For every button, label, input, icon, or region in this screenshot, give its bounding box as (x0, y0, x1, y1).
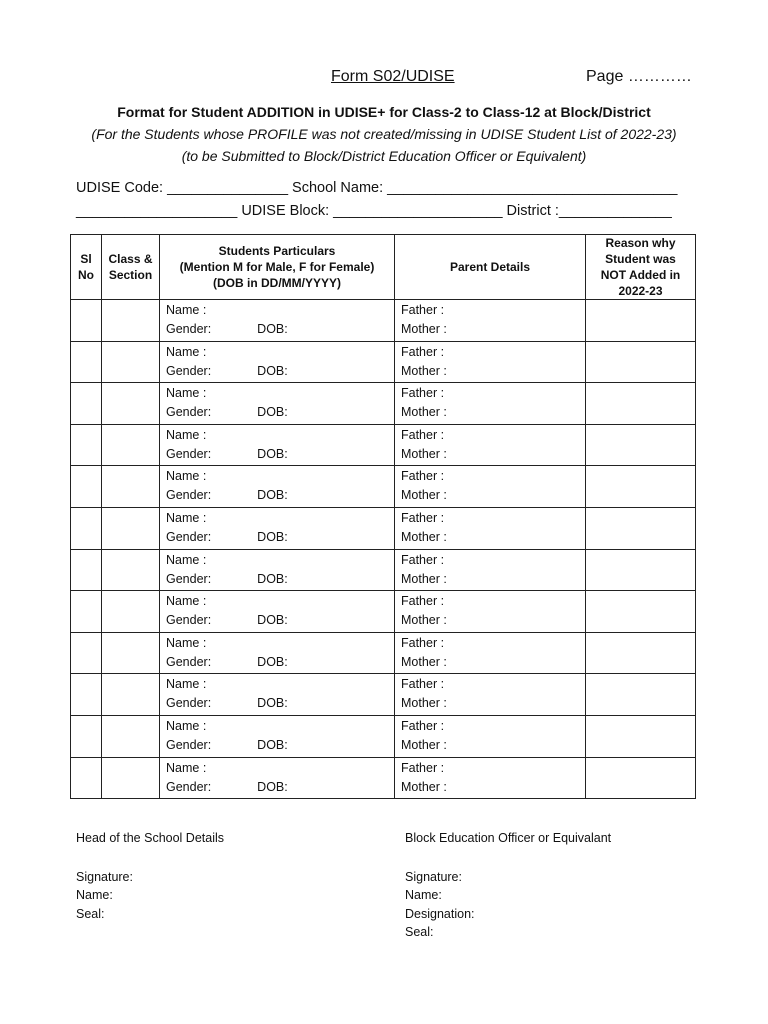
officer-seal-field[interactable]: Seal: (405, 925, 434, 939)
sl-no-cell[interactable] (71, 424, 102, 466)
sl-no-cell[interactable] (71, 300, 102, 342)
mother-label: Mother : (401, 446, 447, 461)
name-label: Name : (166, 635, 207, 650)
officer-designation-field[interactable]: Designation: (405, 906, 475, 921)
father-label: Father : (401, 386, 445, 401)
table-row (71, 300, 696, 342)
sl-no-cell[interactable] (71, 383, 102, 425)
header-reason-line-3: NOT Added in (600, 268, 681, 282)
table-row (71, 549, 696, 591)
dob-label: DOB: (257, 529, 288, 544)
header-reason-line-2: Student was (605, 252, 676, 266)
sl-no-cell[interactable] (71, 466, 102, 508)
head-of-school-title: Head of the School Details (76, 831, 225, 845)
form-title: Format for Student ADDITION in UDISE+ for Class-2 to Class-12 at Block/District (117, 104, 651, 120)
name-label: Name : (166, 677, 207, 692)
reason-cell[interactable] (586, 424, 696, 466)
dob-label: DOB: (257, 737, 288, 752)
dob-label: DOB: (257, 613, 288, 628)
sl-no-cell[interactable] (71, 591, 102, 633)
name-label: Name : (166, 510, 207, 525)
father-label: Father : (401, 469, 445, 484)
parent-details-cell[interactable] (395, 674, 586, 716)
reason-cell[interactable] (586, 341, 696, 383)
header-parent-details: Parent Details (395, 235, 586, 300)
reason-cell[interactable] (586, 674, 696, 716)
name-label: Name : (166, 303, 207, 317)
reason-cell[interactable] (586, 383, 696, 425)
gender-label: Gender: (166, 529, 212, 544)
class-section-cell[interactable] (102, 300, 160, 342)
parent-details-cell[interactable] (395, 757, 586, 799)
parent-details-cell[interactable] (395, 424, 586, 466)
head-seal-field[interactable]: Seal: (76, 906, 105, 921)
header-reason-line-4: 2022-23 (618, 284, 663, 298)
dob-label: DOB: (257, 405, 288, 420)
header-particulars-line-2: (Mention M for Male, F for Female) (179, 260, 375, 274)
dob-label: DOB: (257, 779, 288, 794)
gender-label: Gender: (166, 737, 212, 752)
class-section-cell[interactable] (102, 591, 160, 633)
sl-no-cell[interactable] (71, 757, 102, 799)
student-particulars-cell[interactable] (160, 549, 395, 591)
table-row (71, 383, 696, 425)
officer-name-field[interactable]: Name: (405, 888, 442, 902)
mother-label: Mother : (401, 613, 447, 628)
class-section-cell[interactable] (102, 424, 160, 466)
sl-no-cell[interactable] (71, 674, 102, 716)
mother-label: Mother : (401, 737, 447, 752)
student-particulars-cell[interactable] (160, 632, 395, 674)
father-label: Father : (401, 303, 445, 317)
officer-signature-field[interactable]: Signature: (405, 869, 462, 884)
table-row (71, 715, 696, 757)
reason-cell[interactable] (586, 300, 696, 342)
gender-label: Gender: (166, 322, 212, 336)
student-particulars-cell[interactable] (160, 757, 395, 799)
reason-cell[interactable] (586, 549, 696, 591)
head-of-school-section (76, 829, 224, 923)
gender-label: Gender: (166, 779, 212, 794)
class-section-cell[interactable] (102, 757, 160, 799)
mother-label: Mother : (401, 654, 447, 669)
class-section-cell[interactable] (102, 383, 160, 425)
gender-label: Gender: (166, 488, 212, 503)
sl-no-cell[interactable] (71, 549, 102, 591)
name-label: Name : (166, 469, 207, 484)
father-label: Father : (401, 718, 445, 733)
reason-cell[interactable] (586, 466, 696, 508)
gender-label: Gender: (166, 446, 212, 461)
reason-cell[interactable] (586, 632, 696, 674)
sl-no-cell[interactable] (71, 341, 102, 383)
name-label: Name : (166, 386, 207, 401)
head-name-field[interactable]: Name: (76, 888, 113, 902)
parent-details-cell[interactable] (395, 300, 586, 342)
table-row (71, 632, 696, 674)
father-label: Father : (401, 760, 445, 775)
dob-label: DOB: (257, 488, 288, 503)
student-addition-table (70, 234, 696, 799)
gender-label: Gender: (166, 405, 212, 420)
father-label: Father : (401, 344, 445, 359)
student-particulars-cell[interactable] (160, 341, 395, 383)
table-row (71, 341, 696, 383)
parent-details-cell[interactable] (395, 383, 586, 425)
table-header-row (71, 235, 696, 300)
reason-cell[interactable] (586, 757, 696, 799)
dob-label: DOB: (257, 696, 288, 711)
student-particulars-cell[interactable] (160, 507, 395, 549)
sl-no-cell[interactable] (71, 507, 102, 549)
gender-label: Gender: (166, 363, 212, 378)
block-officer-section (405, 829, 611, 942)
header-particulars-line-1: Students Particulars (218, 244, 336, 258)
name-label: Name : (166, 427, 207, 442)
father-label: Father : (401, 635, 445, 650)
mother-label: Mother : (401, 322, 447, 336)
table-row (71, 507, 696, 549)
dob-label: DOB: (257, 571, 288, 586)
mother-label: Mother : (401, 529, 447, 544)
father-label: Father : (401, 427, 445, 442)
parent-details-cell[interactable] (395, 466, 586, 508)
mother-label: Mother : (401, 696, 447, 711)
header-sl-no: Sl No (71, 235, 102, 300)
sl-no-cell[interactable] (71, 632, 102, 674)
form-subtitle-2: (to be Submitted to Block/District Education Officer or Equivalent) (181, 148, 587, 164)
school-info-line-2[interactable]: ____________________ UDISE Block: _____________________ District :______________ (76, 203, 672, 219)
table-row (71, 674, 696, 716)
name-label: Name : (166, 552, 207, 567)
student-particulars-cell[interactable] (160, 424, 395, 466)
father-label: Father : (401, 552, 445, 567)
dob-label: DOB: (257, 322, 288, 336)
dob-label: DOB: (257, 363, 288, 378)
header-class-section: Class & Section (102, 235, 160, 300)
mother-label: Mother : (401, 779, 447, 794)
parent-details-cell[interactable] (395, 341, 586, 383)
table-row (71, 757, 696, 799)
header-particulars-line-3: (DOB in DD/MM/YYYY) (213, 276, 341, 290)
head-signature-field[interactable]: Signature: (76, 869, 133, 884)
mother-label: Mother : (401, 488, 447, 503)
reason-cell[interactable] (586, 507, 696, 549)
sl-no-cell[interactable] (71, 715, 102, 757)
name-label: Name : (166, 760, 207, 775)
table-row (71, 466, 696, 508)
header-students-particulars (160, 235, 395, 300)
mother-label: Mother : (401, 571, 447, 586)
parent-details-cell[interactable] (395, 632, 586, 674)
class-section-cell[interactable] (102, 715, 160, 757)
reason-cell[interactable] (586, 591, 696, 633)
table-row (71, 591, 696, 633)
table-row (71, 424, 696, 466)
class-section-cell[interactable] (102, 466, 160, 508)
header-reason-line-1: Reason why (605, 236, 676, 250)
parent-details-cell[interactable] (395, 549, 586, 591)
parent-details-cell[interactable] (395, 715, 586, 757)
name-label: Name : (166, 594, 207, 609)
student-particulars-cell[interactable] (160, 300, 395, 342)
class-section-cell[interactable] (102, 632, 160, 674)
name-label: Name : (166, 718, 207, 733)
student-particulars-cell[interactable] (160, 383, 395, 425)
class-section-cell[interactable] (102, 341, 160, 383)
page-number: Page ………… (586, 68, 692, 85)
student-particulars-cell[interactable] (160, 591, 395, 633)
parent-details-cell[interactable] (395, 507, 586, 549)
student-particulars-cell[interactable] (160, 715, 395, 757)
block-officer-title: Block Education Officer or Equivalant (405, 831, 612, 845)
class-section-cell[interactable] (102, 507, 160, 549)
father-label: Father : (401, 594, 445, 609)
parent-details-cell[interactable] (395, 591, 586, 633)
father-label: Father : (401, 510, 445, 525)
mother-label: Mother : (401, 363, 447, 378)
student-particulars-cell[interactable] (160, 674, 395, 716)
form-subtitle-1: (For the Students whose PROFILE was not created/missing in UDISE Student List of 2022-23) (91, 126, 677, 142)
gender-label: Gender: (166, 654, 212, 669)
school-info-line-1[interactable]: UDISE Code: _______________ School Name: ____________________________________ (76, 180, 678, 196)
gender-label: Gender: (166, 613, 212, 628)
mother-label: Mother : (401, 405, 447, 420)
reason-cell[interactable] (586, 715, 696, 757)
class-section-cell[interactable] (102, 549, 160, 591)
dob-label: DOB: (257, 446, 288, 461)
gender-label: Gender: (166, 571, 212, 586)
student-particulars-cell[interactable] (160, 466, 395, 508)
dob-label: DOB: (257, 654, 288, 669)
name-label: Name : (166, 344, 207, 359)
header-reason (586, 235, 696, 300)
form-number: Form S02/UDISE (331, 68, 455, 85)
class-section-cell[interactable] (102, 674, 160, 716)
father-label: Father : (401, 677, 445, 692)
gender-label: Gender: (166, 696, 212, 711)
